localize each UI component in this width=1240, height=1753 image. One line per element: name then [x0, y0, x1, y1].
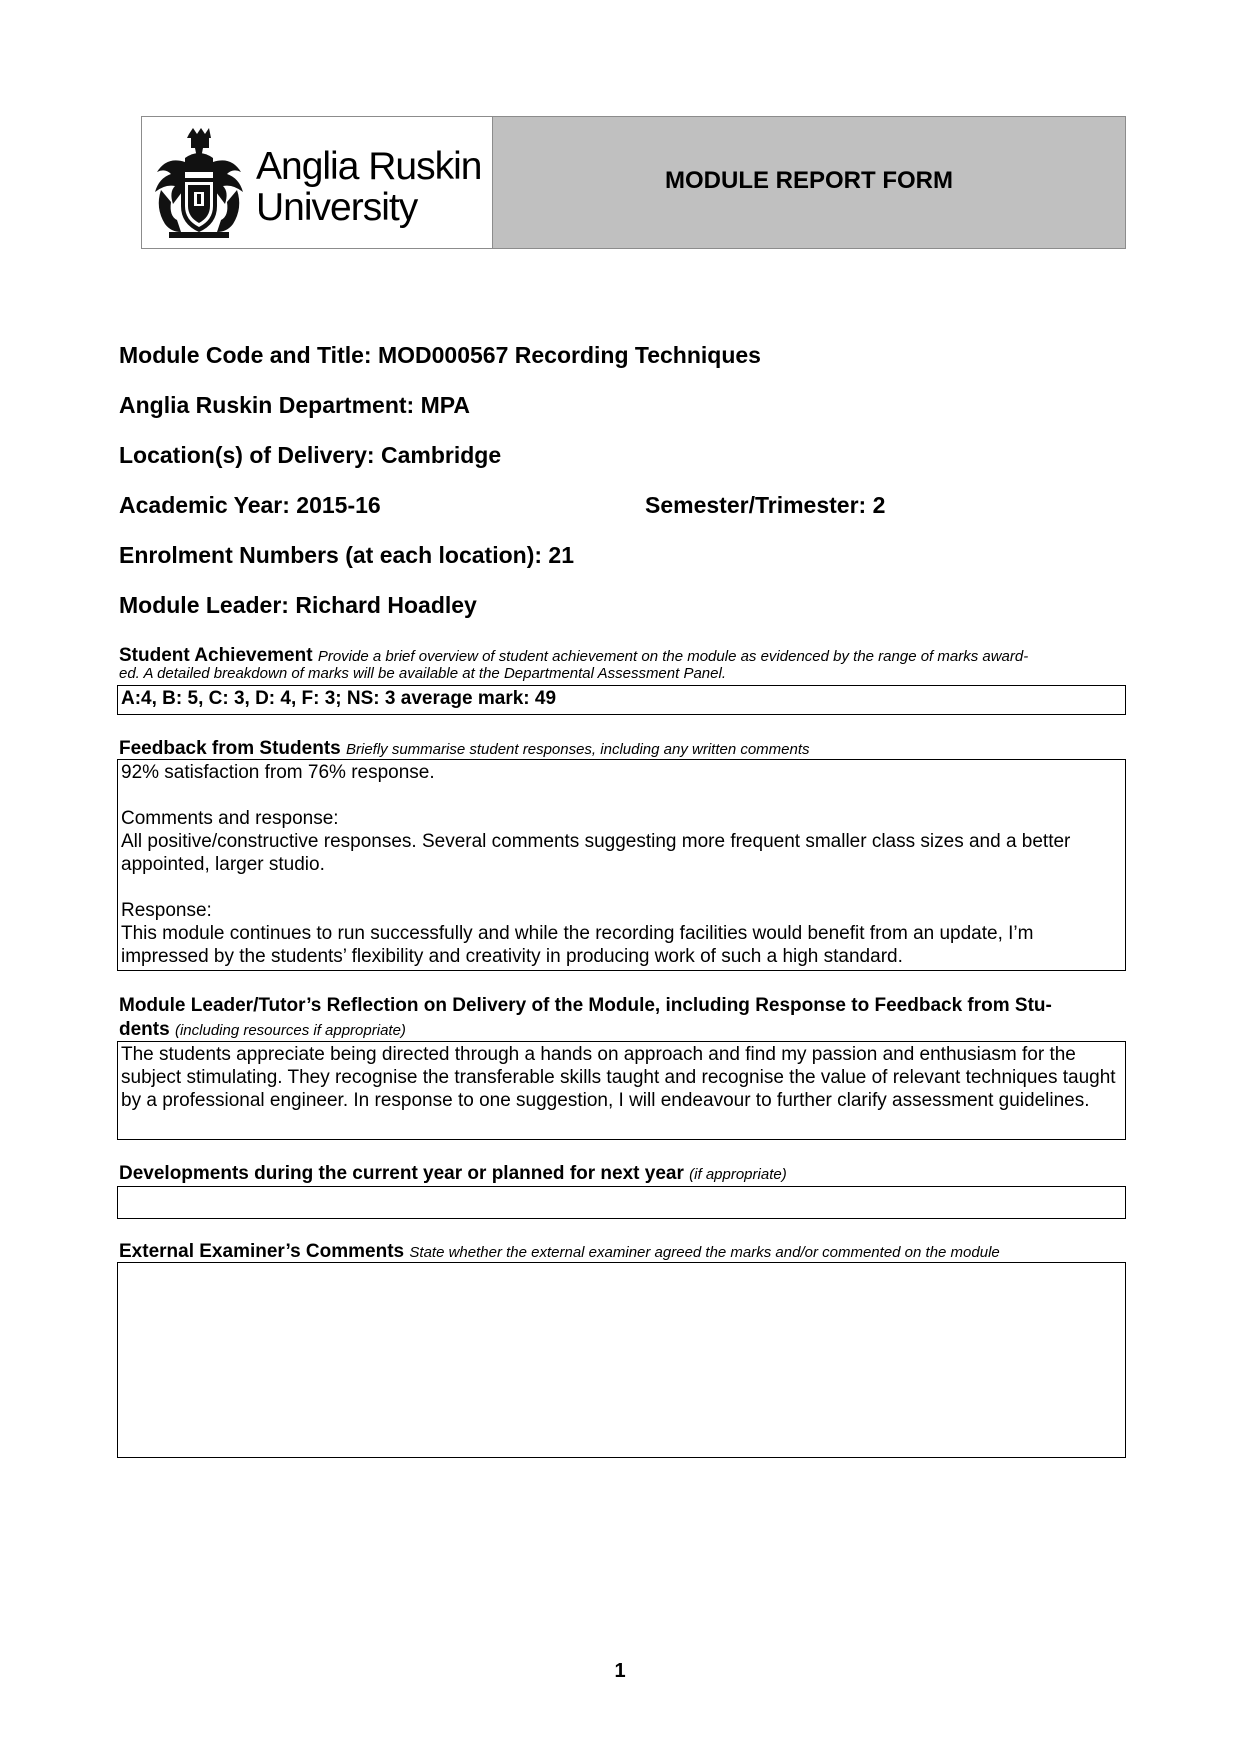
- feedback-heading: [119, 738, 810, 760]
- external-examiner-text: [118, 1263, 1125, 1264]
- feedback-box[interactable]: [117, 759, 1126, 971]
- academic-year: Academic Year: 2015-16: [119, 492, 381, 518]
- student-achievement-title: Student Achievement: [119, 645, 313, 666]
- reflection-hint: (including resources if appropriate): [174, 1022, 406, 1039]
- reflection-text: The students appreciate being directed through a hands on approach and find my passion and enthusiasm for the subject stimulating. They recognise the transferable skills taught and recognise the value of relevant techniques taught by a professional engineer. In response to one suggestion, I will endeavour to further clarify assessment guidelines.: [121, 1044, 1116, 1111]
- feedback-response-text: This module continues to run successfully and while the recording facilities would benefit from an update, I’m impressed by the students’ flexibility and creativity in producing work of such a high standard.: [121, 923, 1034, 967]
- developments-box[interactable]: [117, 1186, 1126, 1219]
- developments-hint: (if appropriate): [689, 1166, 787, 1183]
- form-title: MODULE REPORT FORM: [665, 166, 953, 194]
- external-examiner-heading: [119, 1241, 1000, 1263]
- logo-wordmark-line-1: Anglia Ruskin: [256, 145, 482, 188]
- feedback-comments-heading: Comments and response:: [121, 808, 339, 829]
- student-achievement-value: A:4, B: 5, C: 3, D: 4, F: 3; NS: 3 average mark: 49: [121, 688, 557, 709]
- student-achievement-heading: [119, 645, 1028, 667]
- student-achievement-box[interactable]: [117, 685, 1126, 715]
- external-examiner-box[interactable]: [117, 1262, 1126, 1458]
- module-code-title: Module Code and Title: MOD000567 Recording Techniques: [119, 342, 761, 368]
- form-header: [141, 116, 1126, 249]
- module-leader: Module Leader: Richard Hoadley: [119, 592, 477, 618]
- university-crest-icon: [151, 128, 247, 240]
- feedback-title: Feedback from Students: [119, 738, 341, 759]
- page-number: 1: [614, 1660, 626, 1682]
- feedback-satisfaction: 92% satisfaction from 76% response.: [121, 762, 435, 783]
- developments-heading: [119, 1163, 787, 1185]
- external-examiner-title: External Examiner’s Comments: [119, 1241, 405, 1262]
- student-achievement-hint-1: Provide a brief overview of student achievement on the module as evidenced by the range of marks award-: [317, 648, 1029, 665]
- department: Anglia Ruskin Department: MPA: [119, 392, 470, 418]
- student-achievement-hint-2: ed. A detailed breakdown of marks will be available at the Departmental Assessment Panel.: [119, 665, 726, 682]
- reflection-box[interactable]: [117, 1041, 1126, 1140]
- external-examiner-hint: State whether the external examiner agreed the marks and/or commented on the module: [409, 1244, 1000, 1261]
- logo-wordmark-line-2: University: [256, 186, 418, 229]
- feedback-hint: Briefly summarise student responses, including any written comments: [346, 741, 810, 758]
- enrolment-numbers: Enrolment Numbers (at each location): 21: [119, 542, 574, 568]
- feedback-response-heading: Response:: [121, 900, 212, 921]
- developments-title: Developments during the current year or planned for next year: [119, 1163, 684, 1184]
- reflection-title-2: dents: [119, 1019, 170, 1040]
- location-of-delivery: Location(s) of Delivery: Cambridge: [119, 442, 502, 468]
- university-logo: [142, 117, 493, 248]
- semester: Semester/Trimester: 2: [645, 492, 886, 518]
- feedback-comments-text: All positive/constructive responses. Several comments suggesting more frequent smaller class sizes and a better appointed, larger studio.: [121, 831, 1071, 875]
- reflection-title-1: Module Leader/Tutor’s Reflection on Delivery of the Module, including Response to Feedback from Stu-: [119, 995, 1052, 1016]
- reflection-heading-1: [119, 995, 1052, 1016]
- reflection-heading-2: [119, 1019, 406, 1041]
- form-title-cell: [493, 117, 1125, 248]
- developments-text: [118, 1187, 1125, 1188]
- feedback-text: [118, 760, 1125, 968]
